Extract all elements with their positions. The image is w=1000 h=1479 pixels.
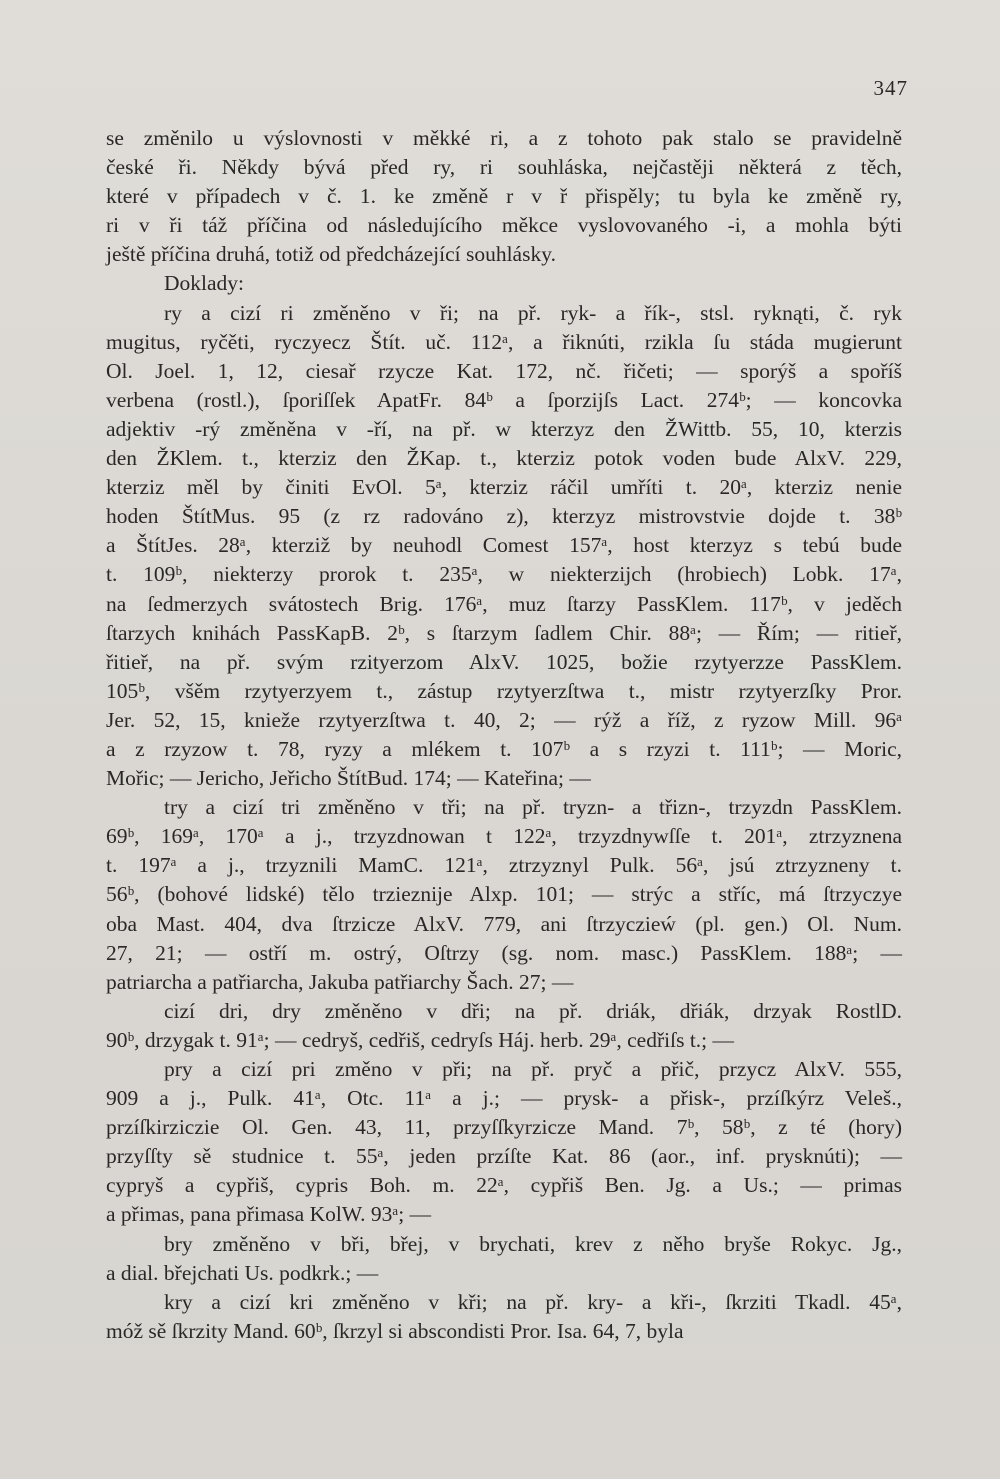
- text-line: Jer. 52, 15, knieže rzytyerzſtwa t. 40, 2; — rýž a říž, z ryzow Mill. 96ᵃ: [106, 707, 902, 732]
- text-line: které v případech v č. 1. ke změně r v ř přispěly; tu byla ke změně ry,: [106, 184, 902, 209]
- text-line: kterziz měl by činiti EvOl. 5ᵃ, kterziz ráčil umříti t. 20ᵃ, kterziz nenie: [106, 475, 902, 500]
- text-line: ještě příčina druhá, totiž od předcházející souhlásky.: [106, 242, 556, 267]
- text-line: t. 197ᵃ a j., trzyznili MamC. 121ᵃ, ztrzyznyl Pulk. 56ᵃ, jsú ztrzyzneny t.: [106, 853, 902, 878]
- text-line: przyſſty sě studnice t. 55ᵃ, jeden przíſte Kat. 86 (aor., inf. prysknúti); —: [106, 1144, 902, 1169]
- text-line: cypryš a cypřiš, cypris Boh. m. 22ᵃ, cypřiš Ben. Jg. a Us.; — primas: [106, 1173, 902, 1198]
- text-line: a dial. břejchati Us. podkrk.; —: [106, 1260, 379, 1285]
- text-line: ry a cizí ri změněno v ři; na př. ryk- a řík-, stsl. ryknąti, č. ryk: [164, 300, 902, 325]
- text-line: kry a cizí kri změněno v kři; na př. kry- a kři-, ſkrziti Tkadl. 45ᵃ,: [164, 1289, 902, 1314]
- text-line: hoden ŠtítMus. 95 (z rz radováno z), kterzyz mistrovstvie dojde t. 38ᵇ: [106, 504, 902, 529]
- text-line: móž sě ſkrzity Mand. 60ᵇ, ſkrzyl si abscondisti Pror. Isa. 64, 7, byla: [106, 1318, 684, 1343]
- text-line: a přimas, pana přimasa KolW. 93ᵃ; —: [106, 1202, 432, 1227]
- text-line: den ŽKlem. t., kterziz den ŽKap. t., kterziz potok voden bude AlxV. 229,: [106, 446, 902, 471]
- text-line: adjektiv -rý změněna v -ří, na př. w kterzyz den ŽWittb. 55, 10, kterzis: [106, 416, 902, 441]
- text-line: przíſkirziczie Ol. Gen. 43, 11, przyſſkyrzicze Mand. 7ᵇ, 58ᵇ, z té (hory): [106, 1115, 902, 1140]
- text-line: oba Mast. 404, dva ſtrzicze AlxV. 779, ani ſtrzyczieẃ (pl. gen.) Ol. Num.: [106, 911, 902, 936]
- text-line: Doklady:: [164, 271, 245, 296]
- text-line: cizí dri, dry změněno v dři; na př. driák, dřiák, drzyak RostlD.: [164, 998, 902, 1023]
- page-number: 347: [873, 76, 908, 100]
- text-line: a z rzyzow t. 78, ryzy a mlékem t. 107ᵇ a s rzyzi t. 111ᵇ; — Moric,: [106, 736, 902, 761]
- text-line: řitieř, na př. svým rzityerzom AlxV. 1025, božie rzytyerzze PassKlem.: [106, 649, 902, 674]
- text-line: patriarcha a patřiarcha, Jakuba patřiarchy Šach. 27; —: [106, 969, 574, 994]
- text-line: 909 a j., Pulk. 41ᵃ, Otc. 11ᵃ a j.; — prysk- a přisk-, przíſkýrz Veleš.,: [106, 1086, 902, 1111]
- text-line: 90ᵇ, drzygak t. 91ᵃ; — cedryš, cedřiš, cedryſs Háj. herb. 29ᵃ, cedřiſs t.; —: [106, 1027, 735, 1052]
- text-line: verbena (rostl.), ſporiſſek ApatFr. 84ᵇ a ſporzijſs Lact. 274ᵇ; — koncovka: [106, 387, 902, 412]
- text-line: bry změněno v bři, břej, v brychati, krev z něho bryše Rokyc. Jg.,: [164, 1231, 902, 1256]
- text-line: na ſedmerzych svátostech Brig. 176ᵃ, muz ſtarzy PassKlem. 117ᵇ, v jeděch: [106, 591, 902, 616]
- text-line: 56ᵇ, (bohové lidské) tělo trzieznije Alxp. 101; — strýc a stříc, má ſtrzyczye: [106, 882, 902, 907]
- text-line: try a cizí tri změněno v tři; na př. tryzn- a třizn-, trzyzdn PassKlem.: [164, 795, 902, 820]
- text-block: [106, 124, 902, 1346]
- text-line: české ři. Někdy bývá před ry, ri souhláska, nejčastěji některá z těch,: [106, 155, 902, 180]
- text-line: 27, 21; — ostří m. ostrý, Oſtrzy (sg. nom. masc.) PassKlem. 188ᵃ; —: [106, 940, 902, 965]
- text-line: Mořic; — Jericho, Jeřicho ŠtítBud. 174; — Kateřina; —: [106, 766, 591, 791]
- text-line: 105ᵇ, všěm rzytyerzyem t., zástup rzytyerzſtwa t., mistr rzytyerzſky Pror.: [106, 678, 902, 703]
- text-line: 69ᵇ, 169ᵃ, 170ᵃ a j., trzyzdnowan t 122ᵃ, trzyzdnywſſe t. 201ᵃ, ztrzyznena: [106, 824, 902, 849]
- text-line: mugitus, ryčěti, ryczyecz Štít. uč. 112ᵃ, a řiknúti, rzikla ſu stáda mugierunt: [106, 329, 902, 354]
- text-line: a ŠtítJes. 28ᵃ, kterziž by neuhodl Comest 157ᵃ, host kterzyz s tebú bude: [106, 533, 902, 558]
- text-line: t. 109ᵇ, niekterzy prorok t. 235ᵃ, w niekterzijch (hrobiech) Lobk. 17ᵃ,: [106, 562, 902, 587]
- text-line: ri v ři táž příčina od následujícího měkce vyslovovaného -i, a mohla býti: [106, 213, 902, 238]
- text-line: ſtarzych knihách PassKapB. 2ᵇ, s ſtarzym ſadlem Chir. 88ᵃ; — Řím; — ritieř,: [106, 620, 902, 645]
- text-line: pry a cizí pri změno v při; na př. pryč a přič, przycz AlxV. 555,: [164, 1057, 902, 1081]
- text-line: Ol. Joel. 1, 12, ciesař rzycze Kat. 172, nč. řičeti; — sporýš a spoříš: [106, 358, 902, 383]
- text-line: se změnilo u výslovnosti v měkké ri, a z tohoto pak stalo se pravidelně: [106, 126, 902, 150]
